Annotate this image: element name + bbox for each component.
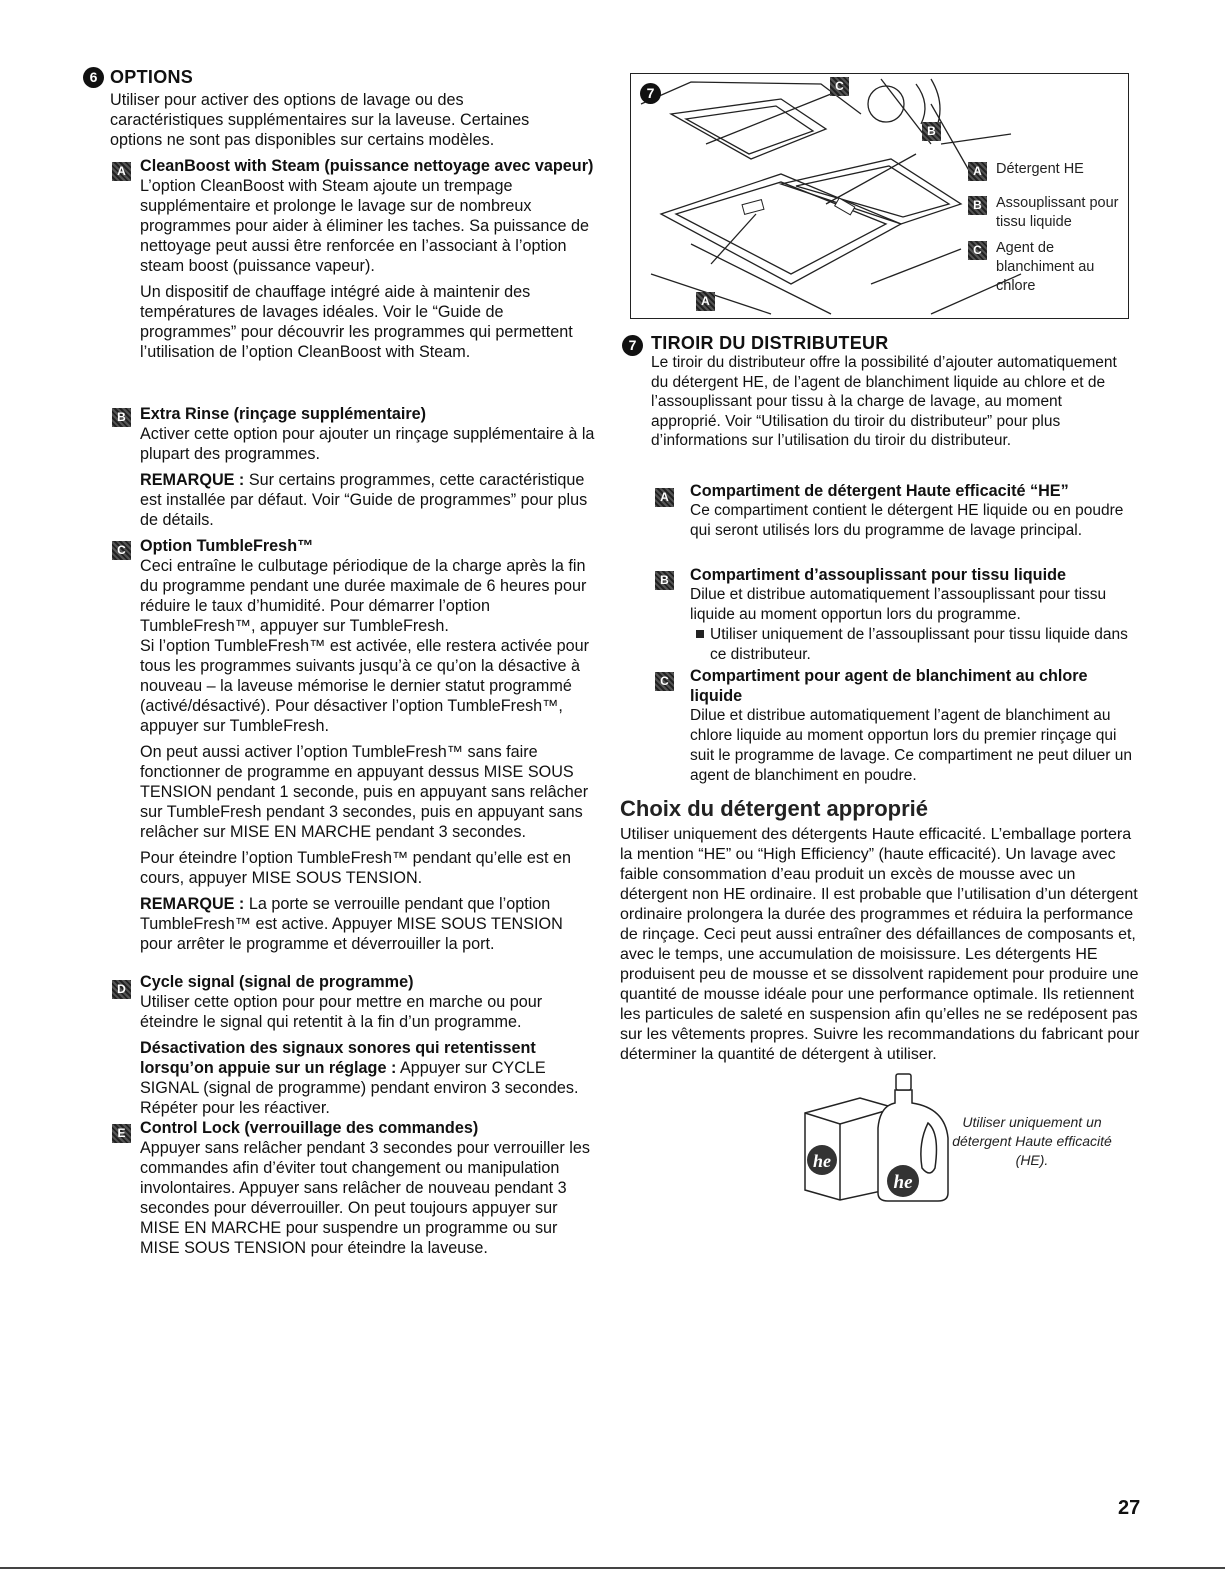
badge-a: A: [655, 488, 674, 507]
option-heading: Control Lock (verrouillage des commandes): [140, 1119, 479, 1137]
callout-a: A: [696, 292, 715, 311]
section-number-7: 7: [622, 335, 643, 356]
option-text: Pour éteindre l’option TumbleFresh™ pendant qu’elle est en cours, appuyer MISE SOUS TENSION.: [140, 849, 572, 887]
section-title-tiroir: TIROIR DU DISTRIBUTEUR: [651, 333, 889, 353]
callout-b: B: [922, 122, 941, 141]
note-label: REMARQUE :: [140, 895, 245, 913]
note-text: La porte se verrouille pendant que l’option TumbleFresh™ est active. Appuyer MISE SOUS TENSION pour arrêter le programme et déverrouiller la port.: [140, 895, 563, 953]
options-intro: Utiliser pour activer des options de lavage ou des caractéristiques supplémentaires sur la laveuse. Certaines options ne sont pas disponibles sur certains modèles.: [110, 91, 530, 149]
callout-c: C: [830, 77, 849, 96]
dispenser-drawer-figure: [630, 73, 1129, 319]
badge-e: E: [112, 1124, 131, 1143]
legend-text: Détergent HE: [996, 161, 1084, 177]
note-label: REMARQUE :: [140, 471, 245, 489]
compartment-softener: [690, 565, 1135, 665]
option-text: Si l’option TumbleFresh™ est activée, elle restera activée pour tous les programmes suivants jusqu’à ce qu’on la désactive à nouveau – la laveuse mémorise le dernier statut programmé (activé/désactivé). Pour désactiver l’option TumbleFresh™, appuyer sur TumbleFresh.: [140, 637, 589, 735]
legend-badge-c: C: [968, 241, 987, 260]
option-text: Activer cette option pour ajouter un rinçage supplémentaire à la plupart des programmes.: [140, 425, 595, 463]
he-logo-text-box: he: [813, 1151, 831, 1171]
bullet-text: Utiliser uniquement de l’assouplissant pour tissu liquide dans ce distributeur.: [710, 626, 1128, 663]
option-text: Ceci entraîne le culbutage périodique de la charge après la fin du programme pendant une durée maximale de 6 heures pour réduire le taux d’humidité. Pour démarrer l’option TumbleFresh™, appuyer sur TumbleFresh.: [140, 557, 587, 635]
detergent-caption: Utiliser uniquement un détergent Haute efficacité (HE).: [952, 1114, 1112, 1168]
legend-badge-b: B: [968, 196, 987, 215]
legend-badge-a: A: [968, 162, 987, 181]
option-cleanboost: [140, 156, 595, 362]
option-control-lock: [140, 1118, 595, 1258]
compartment-he: [690, 481, 1135, 541]
compartment-text: Dilue et distribue automatiquement l’assouplissant pour tissu liquide au moment opportun lors du programme.: [690, 586, 1107, 623]
option-text-inline: Appuyer sur CYCLE SIGNAL (signal de programme) pendant environ 3 secondes. Répéter pour les réactiver.: [140, 1059, 579, 1117]
compartment-heading: Compartiment de détergent Haute efficacité “HE”: [690, 482, 1069, 500]
badge-a: A: [112, 162, 131, 181]
badge-c: C: [112, 541, 131, 560]
badge-d: D: [112, 980, 131, 999]
compartment-bleach: [690, 666, 1135, 786]
option-text: [140, 1038, 595, 1118]
option-heading: Extra Rinse (rinçage supplémentaire): [140, 405, 427, 423]
compartment-heading: Compartiment pour agent de blanchiment au chlore liquide: [690, 667, 1088, 705]
legend-text: Agent de blanchiment au chlore: [996, 240, 1095, 294]
page-number: 27: [1118, 1497, 1141, 1519]
badge-c: C: [655, 672, 674, 691]
option-text: L’option CleanBoost with Steam ajoute un trempage supplémentaire et prolonge le lavage sur de nombreux programmes pour aider à éliminer les taches. Sa puissance de nettoyage peut aussi être renforcée en l’associant à l’option steam boost (puissance vapeur).: [140, 177, 589, 275]
compartment-heading: Compartiment d’assouplissant pour tissu liquide: [690, 566, 1066, 584]
detergent-text: Utiliser uniquement des détergents Haute efficacité. L’emballage portera la mention “HE” ou “High Efficiency” (haute efficacité). Un lavage avec faible consommation d’eau produit un excès de mousse avec un détergent non HE ordinaire. Il est probable que l’utilisation d’un détergent ordinaire prolongera la durée des programmes et réduira la performance de rinçage. Ceci peut aussi entraîner des défaillances de composants et, avec le temps, une accumulation de moisissure. Les détergents HE produisent peu de mousse et se dissolvent rapidement pour produire une quantité de mousse idéale pour une performance optimale. Ils retiennent les particules de saleté en suspension afin qu’elles ne se redéposent pas sur les vêtements propres. Suivre les recommandations du fabricant pour déterminer la quantité de détergent à utiliser.: [620, 826, 1140, 1063]
detergent-heading: Choix du détergent approprié: [620, 796, 929, 821]
badge-b: B: [655, 571, 674, 590]
he-logo-text-bottle: he: [893, 1172, 913, 1193]
bottom-rule: [0, 1567, 1225, 1569]
option-heading: CleanBoost with Steam (puissance nettoyage avec vapeur): [140, 157, 594, 175]
option-text: Utiliser cette option pour pour mettre en marche ou pour éteindre le signal qui retentit à la fin d’un programme.: [140, 993, 543, 1031]
option-text: Un dispositif de chauffage intégré aide à maintenir des températures de lavages idéales. Voir le “Guide de programmes” pour découvrir les programmes qui permettent l’utilisation de l’option CleanBoost with Steam.: [140, 283, 573, 361]
option-heading: Cycle signal (signal de programme): [140, 973, 414, 991]
option-note: [140, 470, 595, 530]
option-cycle-signal: [140, 972, 595, 1118]
compartment-text: Dilue et distribue automatiquement l’agent de blanchiment au chlore liquide au moment opportun lors du premier rinçage qui suit le programme de lavage. Ce compartiment ne peut diluer un agent de blanchiment en poudre.: [690, 707, 1132, 784]
bold-label: Désactivation des signaux sonores qui retentissent lorsqu’on appuie sur un réglage :: [140, 1039, 536, 1077]
badge-b: B: [112, 408, 131, 427]
option-text: On peut aussi activer l’option TumbleFresh™ sans faire fonctionner de programme en appuyant dessus MISE SOUS TENSION pendant 1 seconde, puis en appuyant sans relâcher sur TumbleFresh pendant 3 secondes, puis en appuyant sans relâcher sur MISE EN MARCHE pendant 3 secondes.: [140, 743, 589, 841]
option-tumblefresh: [140, 536, 598, 954]
bullet-icon: [696, 630, 704, 638]
section-number-6: 6: [83, 67, 104, 88]
option-text: Appuyer sans relâcher pendant 3 secondes pour verrouiller les commandes afin d’éviter tout changement ou manipulation involontaires. Appuyer sans relâcher de nouveau pendant 3 secondes pour déverrouiller. On peut toujours appuyer sur MISE EN MARCHE pour suspendre un programme ou sur MISE SOUS TENSION pour éteindre la laveuse.: [140, 1139, 590, 1257]
compartment-bullet: [690, 625, 1135, 665]
option-note: [140, 894, 598, 954]
compartment-text: Ce compartiment contient le détergent HE liquide ou en poudre qui seront utilisés lors du programme de lavage principal.: [690, 502, 1124, 539]
note-text: Sur certains programmes, cette caractéristique est installée par défaut. Voir “Guide de programmes” pour plus de détails.: [140, 471, 588, 529]
option-extra-rinse: [140, 404, 595, 530]
figure-number-7: 7: [640, 83, 661, 104]
he-detergent-illustration: [800, 1068, 955, 1203]
legend-text: Assouplissant pour tissu liquide: [996, 195, 1119, 230]
dispenser-intro: Le tiroir du distributeur offre la possibilité d’ajouter automatiquement du détergent HE, de l’agent de blanchiment liquide au chlore et de l’assouplissant pour tissu à la charge de lavage, au moment approprié. Voir “Utilisation du tiroir du distributeur” pour plus d’informations sur l’utilisation du tiroir du distributeur.: [651, 354, 1117, 449]
option-heading: Option TumbleFresh™: [140, 537, 314, 555]
section-title-options: OPTIONS: [110, 67, 194, 87]
